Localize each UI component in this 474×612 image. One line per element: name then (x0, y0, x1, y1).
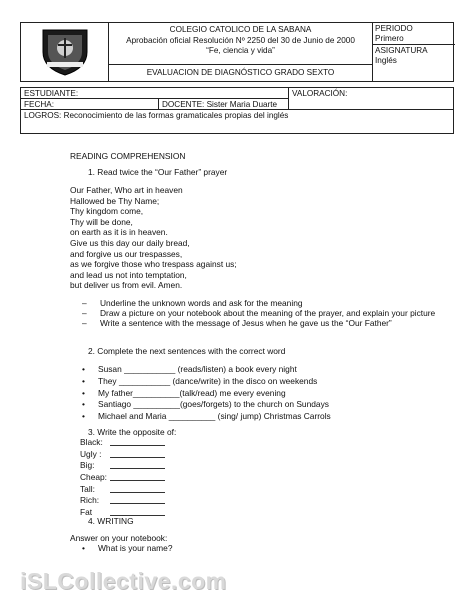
question-1: 1. Read twice the “Our Father” prayer (88, 167, 228, 177)
opposites-list (80, 437, 107, 519)
prayer-line: and lead us not into temptation, (70, 269, 187, 280)
student-table (20, 87, 454, 134)
list-item (80, 484, 107, 496)
opposite-word: Tall: (80, 483, 95, 494)
opposite-word: Ugly : (80, 448, 102, 459)
task-list (82, 298, 442, 329)
list-item: – Write a sentence with the message of Jesus when he gave us the “Our Father” (82, 318, 442, 328)
date-field[interactable]: FECHA: (21, 99, 159, 110)
school-logo (21, 23, 109, 81)
list-item: • My father__________(talk/read) me every evening (80, 388, 440, 400)
list-item (80, 437, 107, 449)
answer-line[interactable] (110, 503, 165, 504)
school-name: COLEGIO CATOLICO DE LA SABANA (169, 25, 312, 34)
prayer-line: and forgive us our trespasses, (70, 248, 183, 259)
opposite-word: Rich: (80, 495, 100, 506)
sentence-list (80, 364, 440, 423)
student-field[interactable]: ESTUDIANTE: (21, 88, 289, 99)
teacher-field: DOCENTE: Sister Maria Duarte (159, 99, 289, 110)
answer-intro: Answer on your notebook: (70, 533, 168, 543)
question-3: 3. Write the opposite of: (88, 427, 177, 437)
list-item: – Underline the unknown words and ask for the meaning (82, 298, 442, 308)
prayer-line: as we forgive those who trespass against us; (70, 259, 237, 270)
school-info (109, 23, 373, 65)
prayer-line: on earth as it is in heaven. (70, 227, 168, 238)
goals-field: LOGROS: Reconocimiento de las formas gramaticales propias del inglés (24, 111, 289, 120)
writing-list (80, 543, 440, 555)
answer-line[interactable] (110, 492, 165, 493)
watermark: iSLCollective.com (20, 568, 227, 594)
school-resolution: Aprobación oficial Resolución Nº 2250 del 30 de Junio de 2000 (126, 35, 355, 45)
list-item: • Susan ___________ (reads/listen) a book every night (80, 364, 440, 376)
opposite-word: Black: (80, 437, 103, 447)
asignatura-label: ASIGNATURA (375, 46, 428, 55)
prayer-line: Thy kingdom come, (70, 206, 144, 217)
question-4: 4. WRITING (88, 516, 134, 526)
list-item: – Draw a picture on your notebook about the meaning of the prayer, and explain your picture (82, 308, 442, 318)
list-item: • They ___________ (dance/write) in the disco on weekends (80, 376, 440, 388)
list-item (80, 449, 107, 461)
answer-line[interactable] (110, 445, 165, 446)
periodo-value: Primero (375, 34, 404, 43)
evaluation-title: EVALUACION DE DIAGNÓSTICO GRADO SEXTO (109, 65, 373, 81)
answer-line[interactable] (110, 457, 165, 458)
opposite-word: Cheap: (80, 472, 108, 483)
school-crest-icon (39, 26, 91, 78)
list-item (80, 460, 107, 472)
list-item: • What is your name? (80, 543, 440, 555)
prayer-line: Our Father, Who art in heaven (70, 185, 183, 195)
periodo-cell (373, 23, 455, 45)
section-title: READING COMPREHENSION (70, 151, 186, 161)
opposite-word: Fat (80, 507, 93, 518)
list-item (80, 495, 107, 507)
answer-line[interactable] (110, 480, 165, 481)
header-table (20, 22, 454, 82)
opposite-word: Big: (80, 460, 95, 471)
grade-field[interactable]: VALORACIÓN: (289, 88, 453, 110)
answer-line[interactable] (110, 468, 165, 469)
list-item: • Santiago __________(goes/forgets) to the church on Sundays (80, 399, 440, 411)
list-item: • Michael and Maria __________ (sing/ jump) Christmas Carrols (80, 411, 440, 423)
question-2: 2. Complete the next sentences with the correct word (88, 346, 286, 356)
prayer-line: Hallowed be Thy Name; (70, 195, 160, 206)
asignatura-cell (373, 45, 455, 81)
periodo-label: PERIODO (375, 24, 413, 33)
prayer-line: Thy will be done, (70, 216, 133, 227)
prayer-line: but deliver us from evil. Amen. (70, 280, 183, 291)
prayer-line: Give us this day our daily bread, (70, 238, 190, 248)
asignatura-value: Inglés (375, 56, 397, 65)
school-motto: “Fe, ciencia y vida” (206, 46, 275, 55)
list-item (80, 472, 107, 484)
